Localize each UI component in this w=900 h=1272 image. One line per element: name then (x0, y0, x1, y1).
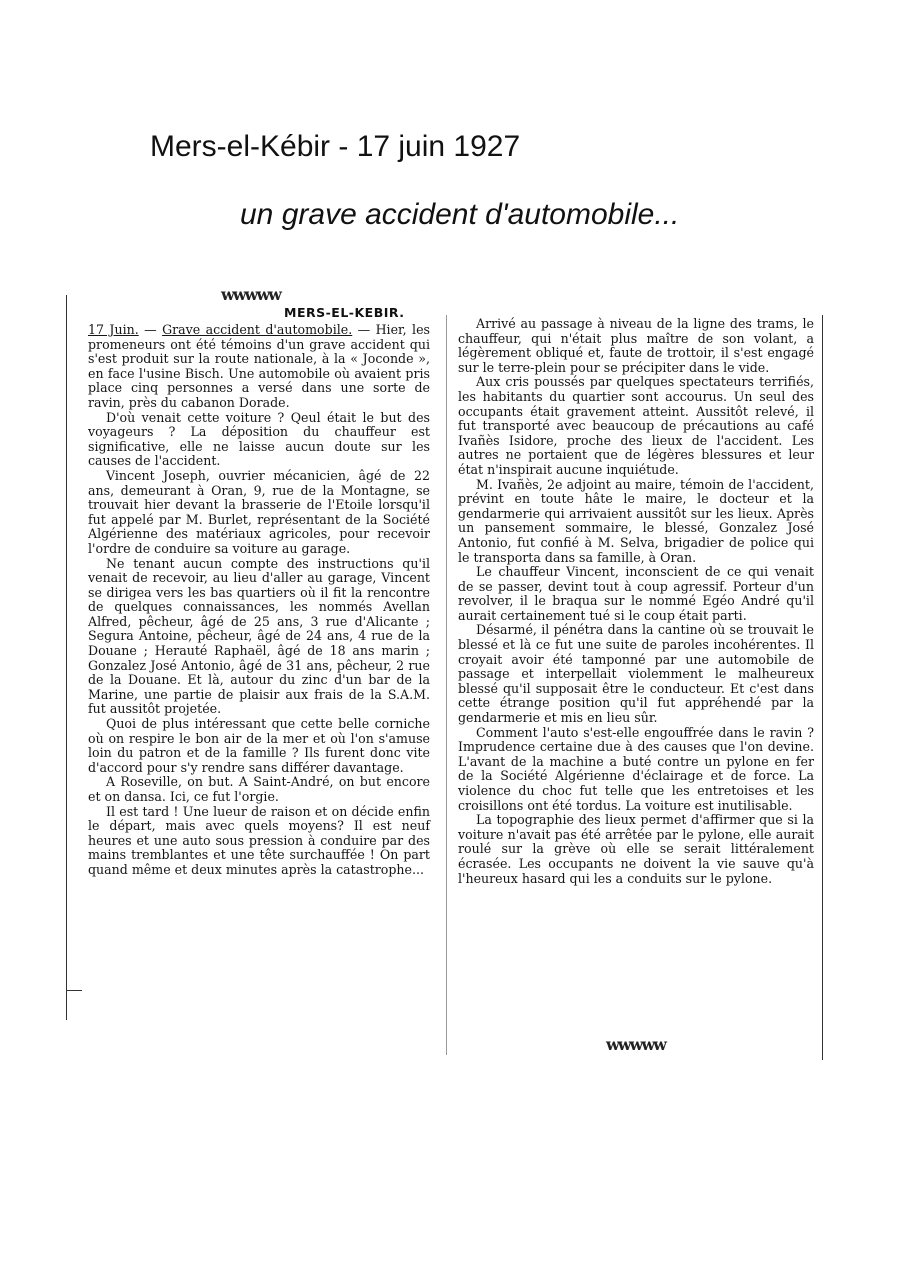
paragraph: Comment l'auto s'est-elle engouffrée dans le ravin ? Imprudence certaine due à des causes que l'on devine. L'avant de la machine a buté contre un pylone en fer de la Société Algérienne d'éclairage et de force. La violence du choc fut telle que les entretoises et les croisillons ont été tordus. La voiture est inutilisable. (458, 724, 814, 813)
right-border-rule (822, 315, 823, 1060)
paragraph: Désarmé, il pénétra dans la cantine où se trouvait le blessé et là ce fut une suite de paroles incohérentes. Il croyait avoir été tamponné par une automobile de passage et interpellait violemment le malheureux blessé qu'il supposait être le conducteur. Et c'est dans cette étrange position qu'il fut appréhendé par la gendarmerie et mis en lieu sûr. (458, 622, 814, 726)
page-title: Mers-el-Kébir - 17 juin 1927 (150, 130, 521, 163)
lead-paragraph: 17 Juin. — Grave accident d'automobile. — Hier, les promeneurs ont été témoins d'un grave accident qui s'est produit sur la route nationale, à la « Joconde », en face l'usine Bisch. Une automobile où avaient pris place cinq personnes a versé dans une sorte de ravin, près du cabanon Dorade. (88, 322, 430, 410)
paragraph: Vincent Joseph, ouvrier mécanicien, âgé de 22 ans, demeurant à Oran, 9, rue de la Montagne, se trouvait hier devant la brasserie de l'Etoile lorsqu'il fut appelé par M. Burlet, représentant de la Société Algérienne des matériaux agricoles, pour recevoir l'ordre de conduire sa voiture au garage. (88, 467, 430, 556)
paragraph: Aux cris poussés par quelques spectateurs terrifiés, les habitants du quartier sont accourus. Un seul des occupants était gravement atteint. Aussitôt relevé, il fut transporté avec beaucoup de précautions au café Ivañès Isidore, proche des lieux de l'accident. Les autres ne portaient que de légères blessures et leur état n'inspirait aucune inquiétude. (458, 374, 814, 477)
paragraph: Quoi de plus intéressant que cette belle corniche où on respire le bon air de la mer et où l'on s'amuse loin du patron et de la famille ? Ils furent donc vite d'accord pour s'y rendre sans différer davantage. (88, 716, 430, 775)
paragraph: — Hier, les promeneurs ont été témoins d'un grave accident qui s'est produit sur la route nationale, à la « Joconde », en face l'usine Bisch. Une automobile où avaient pris place cinq personnes a versé dans une sorte de ravin, près du cabanon Dorade. (88, 322, 430, 410)
kicker-heading: MERS-EL-KEBIR. (284, 305, 405, 320)
ornament-top: ᴡᴡᴡᴡᴡ (221, 285, 280, 304)
lead-headline: Grave accident d'automobile. (162, 322, 353, 337)
article-column-left (88, 323, 430, 878)
paragraph: Arrivé au passage à niveau de la ligne des trams, le chauffeur, qui n'était plus maître de son volant, a légèrement obliqué et, faute de trottoir, il s'est engagé sur le terre-plein pour se précipiter dans le vide. (458, 316, 814, 375)
lead-date: 17 Juin. (88, 322, 139, 337)
paragraph: Le chauffeur Vincent, inconscient de ce qui venait de se passer, devint tout à coup agressif. Porteur d'un revolver, il le braqua sur le nommé Egéo André qu'il aurait certainement tué si le coup était parti. (458, 564, 814, 623)
article-column-right (458, 317, 814, 886)
paragraph: A Roseville, on but. A Saint-André, on but encore et on dansa. Ici, ce fut l'orgie. (88, 774, 430, 804)
paragraph: La topographie des lieux permet d'affirmer que si la voiture n'avait pas été arrêtée par le pylone, elle aurait roulé sur la grève où elle se serait littéralement écrasée. Les occupants ne doivent la vie sauve qu'à l'heureux hasard qui les a conduits sur le pylone. (458, 812, 814, 886)
left-border-foot (66, 990, 82, 991)
column-divider (446, 315, 447, 1055)
paragraph: Il est tard ! Une lueur de raison et on décide enfin le départ, mais avec quels moyens? Il est neuf heures et une auto sous pression à conduire par des mains tremblantes et une tête surchauffée ! On part quand même et deux minutes après la catastrophe... (88, 803, 430, 877)
ornament-bottom: ᴡᴡᴡᴡᴡ (606, 1035, 665, 1054)
page-subtitle: un grave accident d'automobile... (240, 198, 680, 231)
paragraph: Ne tenant aucun compte des instructions qu'il venait de recevoir, au lieu d'aller au garage, Vincent se dirigea vers les bas quartiers où il fit la rencontre de quelques connaissances, les nommés Avellan Alfred, pêcheur, âgé de 25 ans, 3 rue d'Alicante ; Segura Antoine, pêcheur, âgé de 24 ans, 4 rue de la Douane ; Herauté Raphaël, âgé de 18 ans marin ; Gonzalez José Antonio, âgé de 31 ans, pêcheur, 2 rue de la Douane. Et là, autour du zinc d'un bar de la Marine, une partie de plaisir aux frais de la S.A.M. fut aussitôt projetée. (88, 555, 430, 717)
left-border-rule (66, 295, 67, 1020)
paragraph: M. Ivañès, 2e adjoint au maire, témoin de l'accident, prévint en toute hâte le maire, le docteur et la gendarmerie qui arrivaient aussitôt sur les lieux. Après un pansement sommaire, le blessé, Gonzalez José Antonio, fut confié à M. Selva, brigadier de police qui le transporta dans sa famille, à Oran. (458, 476, 814, 565)
newspaper-clipping (66, 285, 826, 1060)
paragraph: D'où venait cette voiture ? Qeul était le but des voyageurs ? La déposition du chauffeur est significative, elle ne laisse aucun doute sur les causes de l'accident. (88, 409, 430, 469)
